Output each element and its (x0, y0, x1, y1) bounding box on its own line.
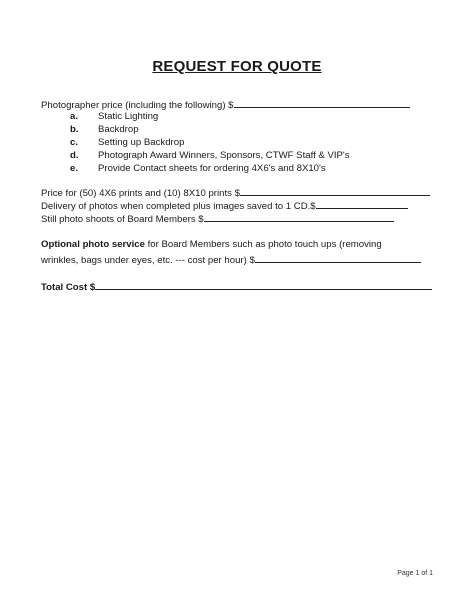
still-shoots-line (41, 212, 394, 226)
still-shoots-label: Still photo shoots of Board Members $ (41, 214, 204, 225)
list-item-letter: e. (70, 163, 79, 174)
total-cost-line (41, 280, 432, 294)
price-prints-label: Price for (50) 4X6 prints and (10) 8X10 prints $ (41, 188, 240, 199)
total-cost-blank[interactable] (95, 280, 432, 290)
page-title: REQUEST FOR QUOTE (152, 58, 322, 75)
photographer-price-line (41, 98, 410, 112)
page-number: Page 1 of 1 (397, 570, 433, 577)
list-item-text: Static Lighting (98, 111, 159, 122)
price-prints-line (41, 186, 430, 200)
photographer-price-blank[interactable] (234, 98, 410, 108)
optional-service-text-2: wrinkles, bags under eyes, etc. --- cost per hour) $ (41, 255, 255, 266)
still-shoots-blank[interactable] (204, 212, 394, 222)
total-cost-label: Total Cost $ (41, 282, 96, 293)
price-prints-blank[interactable] (240, 186, 430, 196)
list-item-letter: a. (70, 111, 79, 122)
photographer-price-label: Photographer price (including the following) $ (41, 100, 234, 111)
optional-service-label: Optional photo service (41, 239, 145, 250)
optional-service-line (41, 239, 382, 251)
list-item-letter: d. (70, 150, 79, 161)
optional-service-line-2 (41, 253, 421, 267)
delivery-label: Delivery of photos when completed plus images saved to 1 CD.$ (41, 201, 316, 212)
optional-service-text: for Board Members such as photo touch ups (removing (144, 239, 382, 250)
list-item-letter: b. (70, 124, 79, 135)
list-item-text: Setting up Backdrop (98, 137, 185, 148)
delivery-blank[interactable] (316, 199, 408, 209)
list-item-letter: c. (70, 137, 79, 148)
list-item-text: Backdrop (98, 124, 139, 135)
optional-service-blank[interactable] (255, 253, 421, 263)
list-item-text: Photograph Award Winners, Sponsors, CTWF Staff & VIP's (98, 150, 350, 161)
list-item-text: Provide Contact sheets for ordering 4X6's and 8X10's (98, 163, 326, 174)
delivery-line (41, 199, 408, 213)
